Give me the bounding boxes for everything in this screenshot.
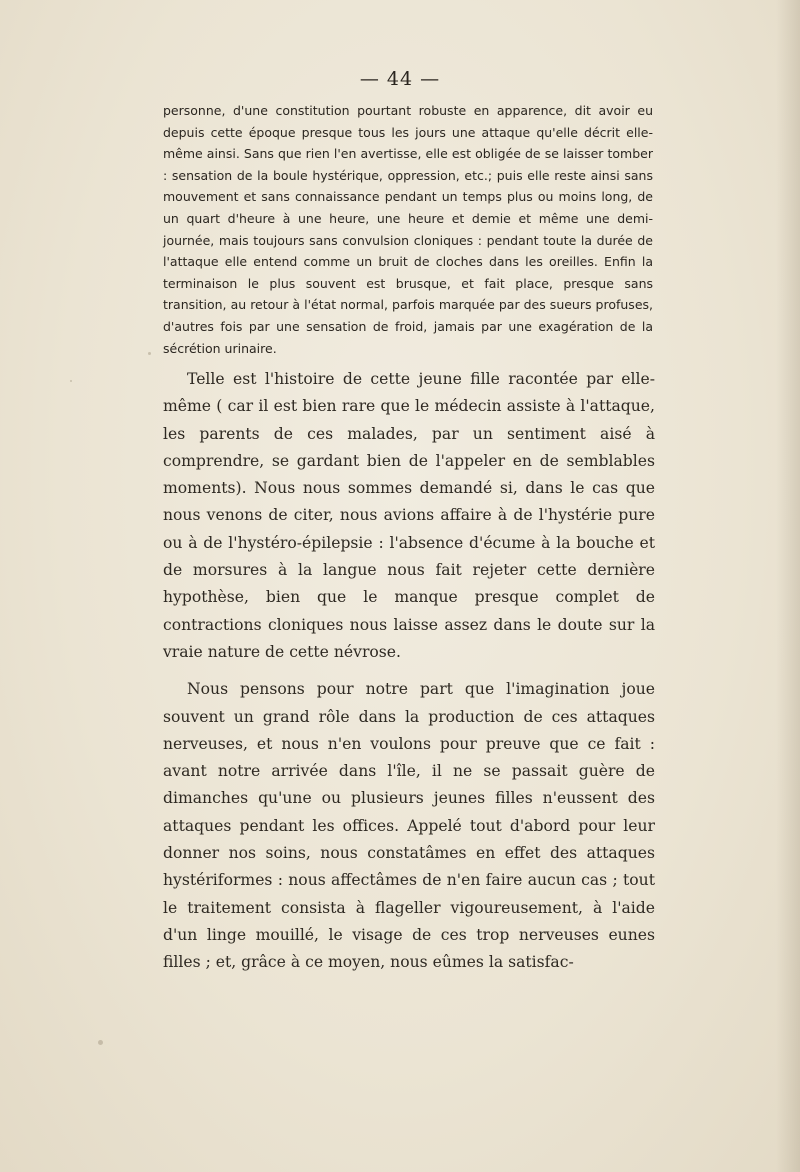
main-text	[163, 366, 655, 977]
paper-speck	[98, 1040, 103, 1045]
paragraph-imagination: Nous pensons pour notre part que l'imagination joue souvent un grand rôle dans la production de ces attaques nerveuses, et nous n'en voulons pour preuve que ce fait : avant notre arrivée dans l'île, il ne se passait guère de dimanches qu'une ou plusieurs jeunes filles n'eussent des attaques pendant les offices. Appelé tout d'abord pour leur donner nos soins, nous constatâmes en effet des attaques hystériformes : nous affectâmes de n'en faire aucun cas ; tout le traitement consista à flageller vigoureusement, à l'aide d'un linge mouillé, le visage de ces trop nerveuses eunes filles ; et, grâce à ce moyen, nous eûmes la satisfac-	[163, 680, 655, 972]
paper-speck	[70, 380, 72, 382]
page-number: — 44 —	[359, 68, 441, 90]
case-description-paragraph: personne, d'une constitution pourtant robuste en apparence, dit avoir eu depuis cette époque presque tous les jours une attaque qu'elle décrit elle-même ainsi. Sans que rien l'en avertisse, elle est obligée de se laisser tomber : sensation de la boule hystérique, oppression, etc.; puis elle reste ainsi sans mouvement et sans connaissance pendant un temps plus ou moins long, de un quart d'heure à une heure, une heure et demie et même une demi-journée, mais toujours sans convulsion cloniques : pendant toute la durée de l'attaque elle entend comme un bruit de cloches dans les oreilles. Enfin la terminaison le plus souvent est brusque, et fait place, presque sans transition, au retour à l'état normal, parfois marquée par des sueurs profuses, d'autres fois par une sensation de froid, jamais par une exagération de la sécrétion urinaire.	[163, 103, 653, 356]
paragraph-history: Telle est l'histoire de cette jeune fille racontée par elle-même ( car il est bien rare que le médecin assiste à l'attaque, les parents de ces malades, par un sentiment aisé à comprendre, se gardant bien de l'appeler en de semblables moments). Nous nous sommes demandé si, dans le cas que nous venons de citer, nous avions affaire à de l'hystérie pure ou à de l'hystéro-épilepsie : l'absence d'écume à la bouche et de morsures à la langue nous fait rejeter cette dernière hypothèse, bien que le manque presque complet de contractions cloniques nous laisse assez dans le doute sur la vraie nature de cette névrose.	[163, 370, 655, 661]
paper-speck	[148, 352, 151, 355]
page-edge-shadow	[776, 0, 800, 1172]
